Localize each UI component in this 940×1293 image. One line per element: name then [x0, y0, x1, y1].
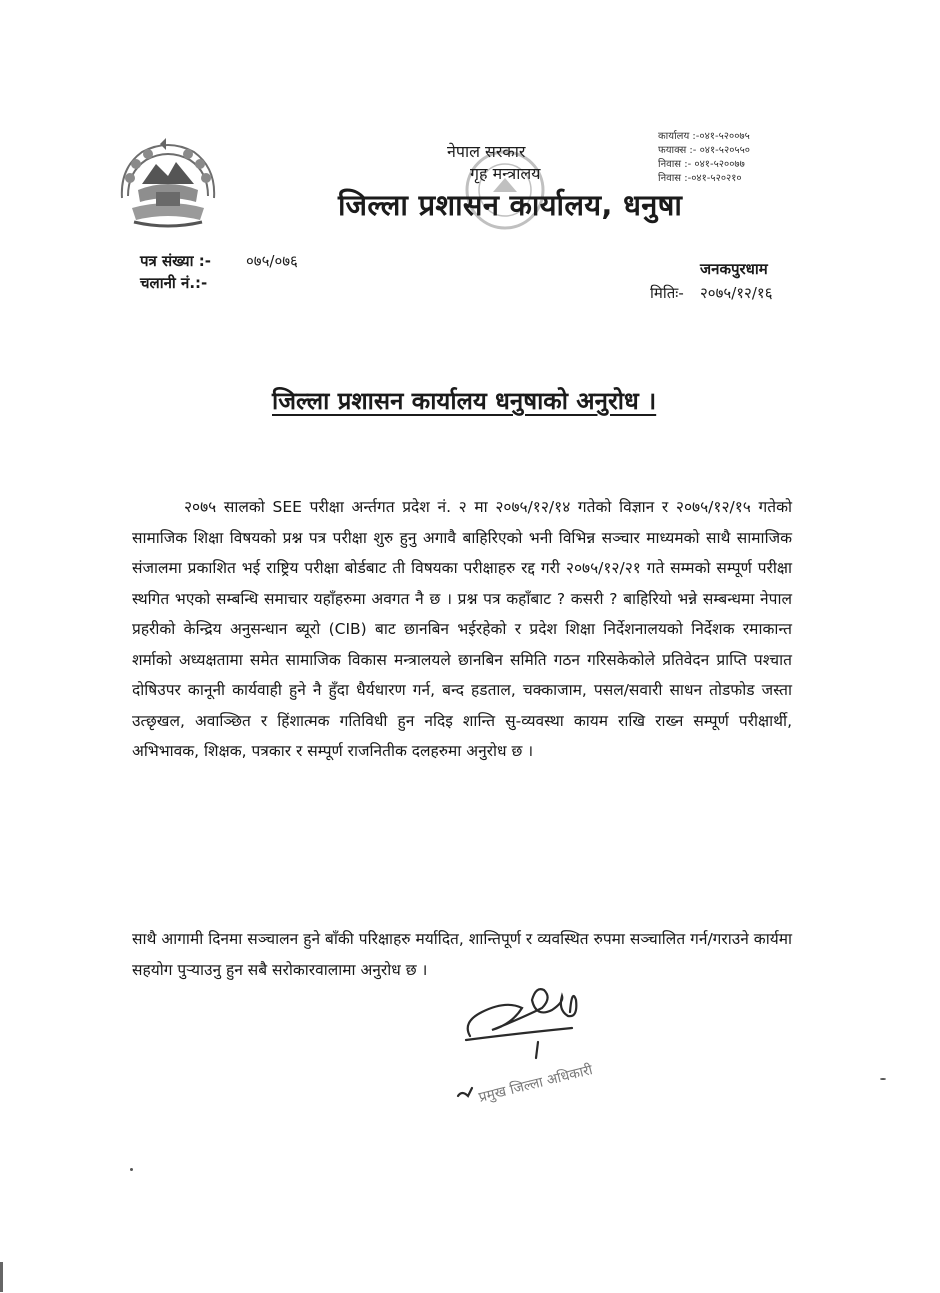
nepal-emblem-icon: [112, 138, 224, 234]
contact-office-phone: कार्यालय :-०४१-५२००७५: [658, 131, 750, 142]
scan-mark: [0, 1262, 3, 1292]
body-paragraph-1: २०७५ सालको SEE परीक्षा अर्न्तगत प्रदेश नं. २ मा २०७५/१२/१४ गतेको विज्ञान र २०७५/१२/१५ गतेको सामाजिक शिक्षा विषयको प्रश्न पत्र परीक्षा शुरु हुनु अगावै बाहिरिएको भनी विभिन्न सञ्चार माध्यमको साथै सामाजिक संजालमा प्रकाशित भई राष्ट्रिय परीक्षा बोर्डबाट ती विषयका परीक्षाहरु रद्द गरी २०७५/१२/२१ गते सम्मको सम्पूर्ण परीक्षा स्थगित भएको सम्बन्धि समाचार यहाँहरुमा अवगत नै छ । प्रश्न पत्र कहाँबाट ? कसरी ? बाहिरियो भन्ने सम्बन्धमा नेपाल प्रहरीको केन्द्रिय अनुसन्धान ब्यूरो (CIB) बाट छानबिन भईरहेको र प्रदेश शिक्षा निर्देशनालयको निर्देशक रमाकान्त शर्माको अध्यक्षतामा समेत सामाजिक विकास मन्त्रालयले छानबिन समिति गठन गरिसकेकोले प्रतिवेदन प्राप्ति पश्चात दोषिउपर कानूनी कार्यवाही हुने नै हुँदा धैर्यधारण गर्न, बन्द हडताल, चक्काजाम, पसल/सवारी साधन तोडफोड जस्ता उत्छृखल, अवाञ्छित र हिंशात्मक गतिविधी हुन नदिइ शान्ति सु-व्यवस्था कायम राखि राख्न सम्पूर्ण परीक्षार्थी, अभिभावक, शिक्षक, पत्रकार र सम्पूर्ण राजनितीक दलहरुमा अनुरोध छ ।: [132, 498, 792, 760]
notice-heading: जिल्ला प्रशासन कार्यालय धनुषाको अनुरोध ।: [272, 387, 657, 415]
contact-fax: फयाक्स :- ०४१-५२०५५०: [658, 145, 750, 156]
government-name: नेपाल सरकार: [447, 142, 526, 161]
body-paragraph-2: साथै आगामी दिनमा सञ्चालन हुने बाँकी परिक्षाहरु मर्यादित, शान्तिपूर्ण र व्यवस्थित रुपमा सञ्चालित गर्न/गराउने कार्यमा सहयोग पुऱ्याउनु हुन सबै सरोकारवालामा अनुरोध छ ।: [132, 930, 792, 979]
office-title: जिल्ला प्रशासन कार्यालय, धनुषा: [338, 188, 683, 222]
scan-mark: [880, 1078, 886, 1080]
ministry-name: गृह मन्त्रालय: [470, 164, 541, 183]
contact-residence-phone-2: निवास :-०४१-५२०२१०: [658, 173, 742, 184]
date-value: २०७५/१२/१६: [700, 284, 773, 302]
scan-mark: [130, 1168, 133, 1171]
contact-residence-phone: निवास :- ०४१-५२००७७: [658, 159, 745, 170]
contact-list: [658, 130, 750, 186]
signature-designation: प्रमुख जिल्ला अधिकारी: [477, 1062, 595, 1106]
cdo-signature: [452, 978, 632, 1108]
dispatch-number-label: चलानी नं.:-: [140, 274, 208, 292]
place-name: जनकपुरधाम: [700, 260, 768, 278]
letter-number-value: ०७५/०७६: [246, 252, 298, 270]
letter-number-label: पत्र संख्या :-: [140, 252, 211, 270]
date-label: मितिः-: [650, 284, 684, 302]
